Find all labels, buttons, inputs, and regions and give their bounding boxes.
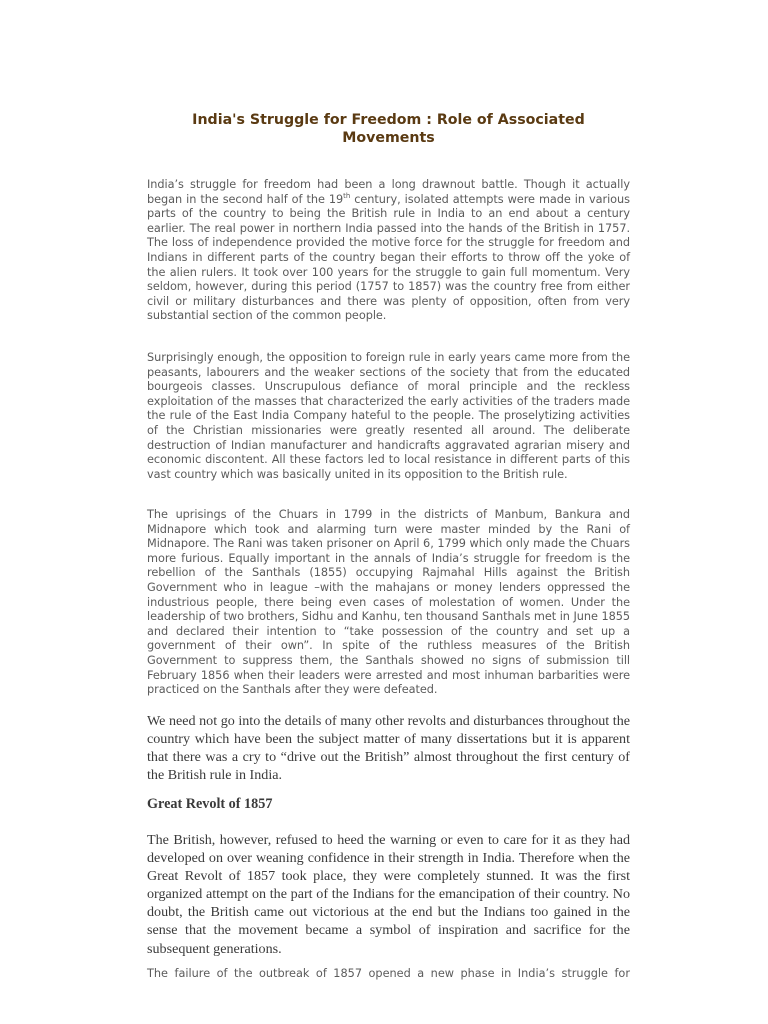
- paragraph-intro-part-b: century, isolated attempts were made in various parts of the country to being the British rule in India to an end about a century earlier. The real power in northern India passed into the hands of the British in 1757. The loss of independence provided the motive force for the struggle for freedom and Indians in different parts of the country began their efforts to throw off the yoke of the alien rulers. It took over 100 years for the struggle to gain full momentum. Very seldom, however, during this period (1757 to 1857) was the country free from either civil or military disturbances and there was plenty of opposition, often from very substantial section of the common people.: [147, 192, 630, 323]
- paragraph-intro-part-a: India’s struggle for freedom had been a long drawnout battle. Though it actually began in the second half of the 19: [147, 178, 630, 206]
- title-line-2: Movements: [342, 129, 435, 146]
- paragraph-aftermath: The failure of the outbreak of 1857 opened a new phase in India’s struggle for: [147, 967, 630, 980]
- section-heading-great-revolt: Great Revolt of 1857: [147, 796, 273, 812]
- paragraph-intro: [147, 178, 630, 324]
- document-title: [147, 111, 630, 147]
- paragraph-great-revolt: The British, however, refused to heed the warning or even to care for it as they had developed on over weaning confidence in their strength in India. Therefore when the Great Revolt of 1857 took place, they were completely stunned. It was the first organized attempt on the part of the Indians for the emancipation of their country. No doubt, the British came out victorious at the end but the Indians too gained in the sense that the movement became a symbol of inspiration and sacrifice for the subsequent generations.: [147, 832, 630, 957]
- ordinal-superscript: th: [343, 191, 351, 200]
- paragraph-opposition: Surprisingly enough, the opposition to foreign rule in early years came more from the peasants, labourers and the weaker sections of the society that from the educated bourgeois classes. Unscrupulous defiance of moral principle and the reckless exploitation of the masses that characterized the early activities of the traders made the rule of the East India Company hateful to the people. The proselytizing activities of the Christian missionaries were greatly resented all around. The deliberate destruction of Indian manufacturer and handicrafts aggravated agrarian misery and economic discontent. All these factors led to local resistance in different parts of this vast country which was basically united in its opposition to the British rule.: [147, 351, 630, 481]
- paragraph-revolts: We need not go into the details of many other revolts and disturbances throughout the country which have been the subject matter of many dissertations but it is apparent that there was a cry to “drive out the British” almost throughout the first century of the British rule in India.: [147, 713, 630, 784]
- title-line-1: India's Struggle for Freedom : Role of Associated: [192, 111, 585, 128]
- paragraph-uprisings: The uprisings of the Chuars in 1799 in the districts of Manbum, Bankura and Midnapore which took and alarming turn were master minded by the Rani of Midnapore. The Rani was taken prisoner on April 6, 1799 which only made the Chuars more furious. Equally important in the annals of India’s struggle for freedom is the rebellion of the Santhals (1855) occupying Rajmahal Hills against the British Government who in league –with the mahajans or money lenders oppressed the industrious people, there being even cases of molestation of women. Under the leadership of two brothers, Sidhu and Kanhu, ten thousand Santhals met in June 1855 and declared their intention to “take possession of the country and set up a government of their own”. In spite of the ruthless measures of the British Government to suppress them, the Santhals showed no signs of submission till February 1856 when their leaders were arrested and most inhuman barbarities were practiced on the Santhals after they were defeated.: [147, 508, 630, 697]
